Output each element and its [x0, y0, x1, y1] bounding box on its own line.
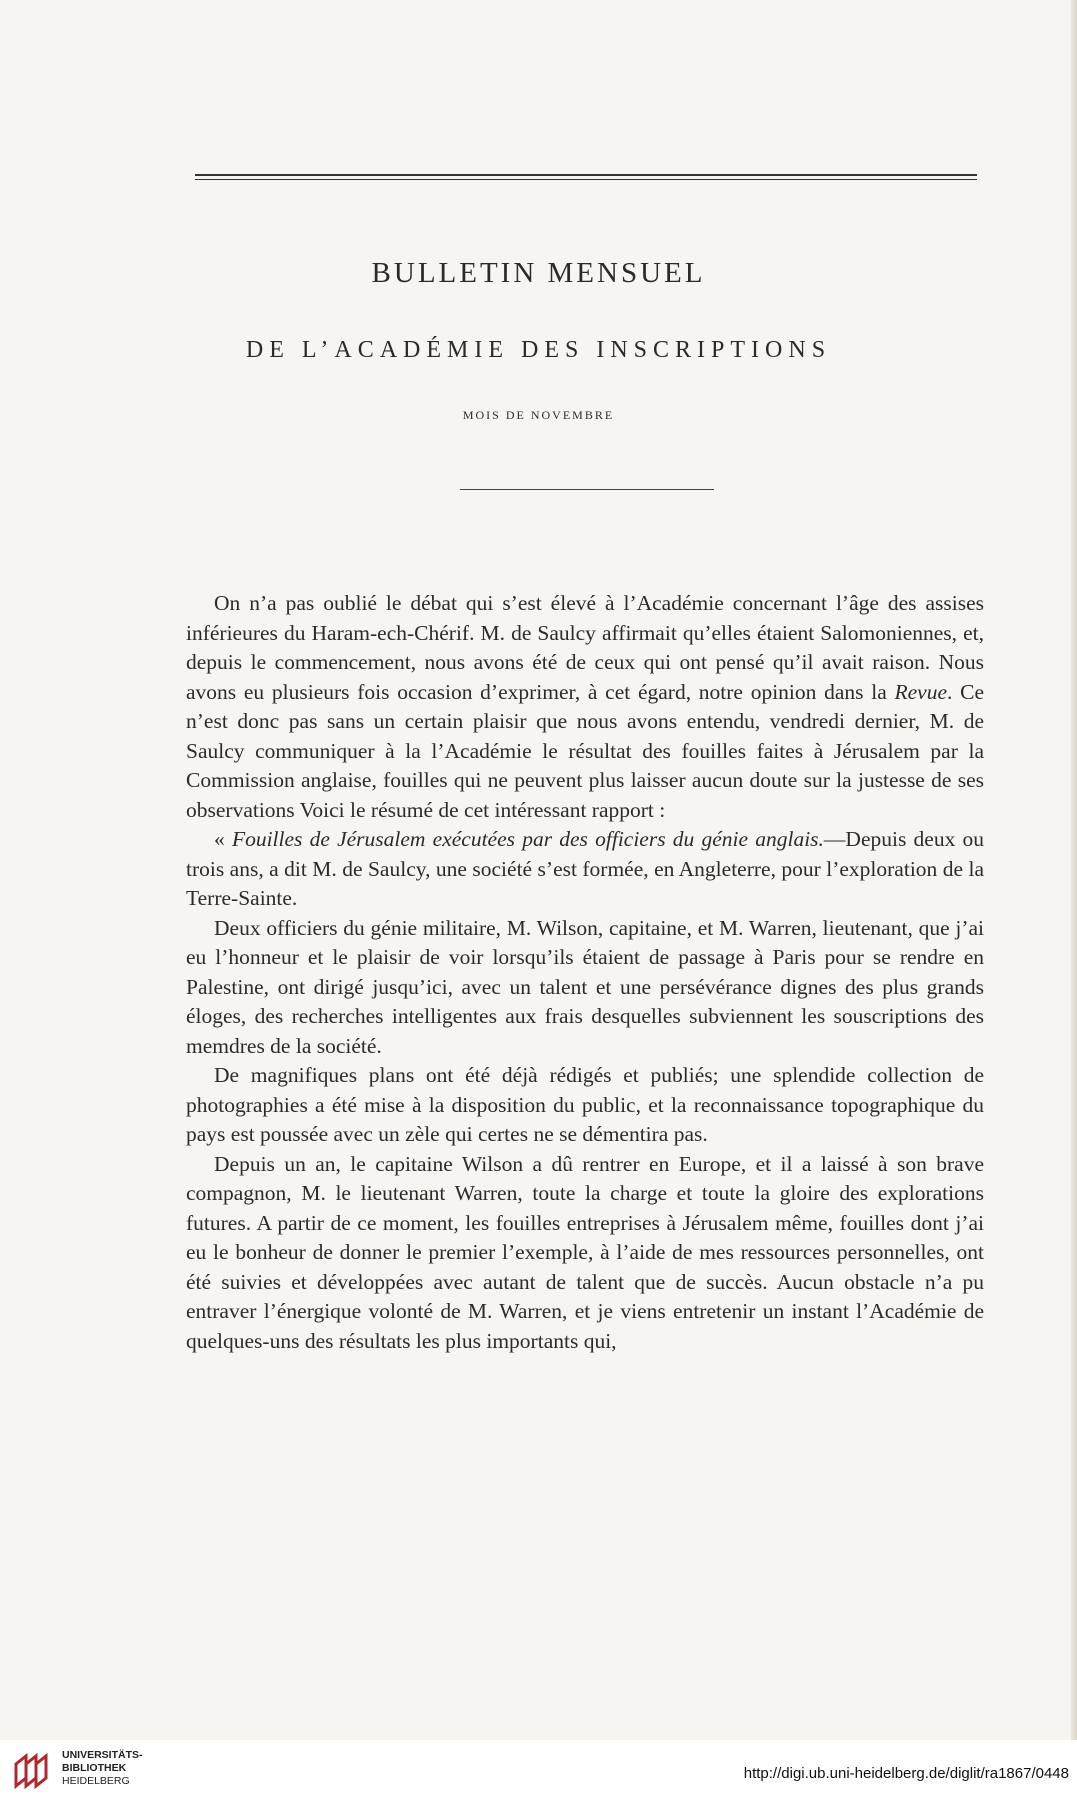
source-url-link[interactable]: http://digi.ub.uni-heidelberg.de/diglit/ra1867/0448 — [743, 1765, 1069, 1782]
paragraph-4: De magnifiques plans ont été déjà rédigés et publiés; une splendide collection de photographies a été mise à la disposition du public, et la reconnaissance topographique du pays est poussée avec un zèle qui certes ne se démentira pas. — [186, 1063, 984, 1146]
separator-rule — [460, 489, 714, 490]
paragraph-2: « Fouilles de Jérusalem exécutées par des officiers du génie anglais.—Depuis deux ou trois ans, a dit M. de Saulcy, une société s’est formée, en Angleterre, pour l’exploration de la Terre-Sainte. — [186, 827, 985, 910]
library-logo-icon — [12, 1752, 52, 1790]
paragraph-1: On n’a pas oublié le débat qui s’est élevé à l’Académie concernant l’âge des assises inférieures du Haram-ech-Chérif. M. de Saulcy affirmait qu’elles étaient Salomoniennes, et, depuis le commencement, nous avons été de ceux qui ont pensé qu’il avait raison. Nous avons eu plusieurs fois occasion d’exprimer, à cet égard, notre opinion dans la Revue. Ce n’est donc pas sans un certain plaisir que nous avons entendu, vendredi dernier, M. de Saulcy communiquer à la l’Académie le résultat des fouilles faites à Jérusalem par la Commission anglaise, fouilles qui ne peuvent plus laisser aucun doute sur la justesse de ses observations Voici le résumé de cet intéressant rapport : — [186, 591, 984, 822]
month-label: MOIS DE NOVEMBRE — [462, 408, 615, 422]
library-name: UNIVERSITÄTS- BIBLIOTHEK HEIDELBERG — [62, 1749, 143, 1787]
header-double-rule — [195, 174, 977, 180]
page-subtitle: DE L’ACADÉMIE DES INSCRIPTIONS — [245, 337, 832, 363]
paragraph-3: Deux officiers du génie militaire, M. Wilson, capitaine, et M. Warren, lieutenant, que j’ai eu l’honneur et le plaisir de voir lorsqu’ils étaient de passage à Paris pour se rendre en Palestine, ont dirigé jusqu’ici, avec un talent et une persévérance dignes des plus grands éloges, des recherches intelligentes aux frais desquelles subviennent les souscriptions des memdres de la société. — [186, 915, 984, 1058]
paragraph-5: Depuis un an, le capitaine Wilson a dû rentrer en Europe, et il a laissé à son brave compagnon, M. le lieutenant Warren, toute la charge et toute la gloire des explorations futures. A partir de ce moment, les fouilles entreprises à Jérusalem même, fouilles dont j’ai eu le bonheur de donner le premier l’exemple, à l’aide de mes ressources personnelles, ont été suivies et développées avec autant de talent que de succès. Aucun obstacle n’a pu entraver l’énergique volonté de M. Warren, et je viens entretenir un instant l’Académie de quelques-uns des résultats les plus importants qui, — [186, 1151, 984, 1353]
article-body — [186, 589, 984, 1356]
page-title: BULLETIN MENSUEL — [371, 257, 706, 289]
